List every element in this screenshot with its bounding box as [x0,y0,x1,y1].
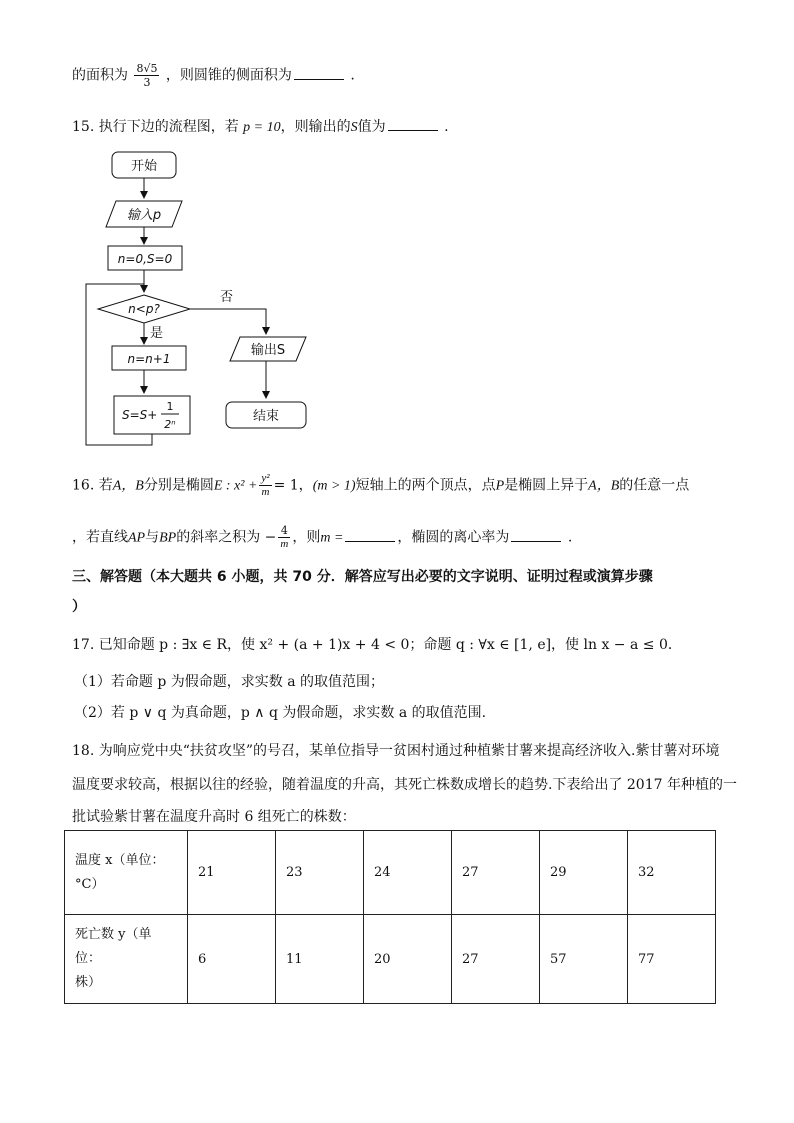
q15-var: S [350,120,358,135]
section-3-heading [72,566,653,616]
flow-update-den: 2ⁿ [164,418,176,431]
flow-init-label: n=0,S=0 [117,252,173,266]
q16-bp: BP [159,530,177,546]
section-3-line-2: ） [72,599,86,615]
q16-prefix: 16. 若 [72,477,113,494]
table-cell: 27 [452,831,540,915]
q17-part-1 [74,671,384,691]
section-3-line-1: 三、解答题（本大题共 6 小题，共 70 分．解答应写出必要的文字说明、证明过程或演算步骤 [72,569,653,585]
q15-end: . [444,119,449,135]
q18-line-3-text: 批试验紫甘薯在温度升高时 6 组死亡的株数： [72,809,356,825]
flow-end-label: 结束 [252,409,280,424]
q16-l2-fraction [278,524,290,551]
q14-frac-den: 3 [143,76,151,89]
table-cell: 32 [628,831,716,915]
q15-prefix: 15. 执行下边的流程图，若 [72,119,239,135]
table-cell: 77 [628,915,716,1004]
table-cell: 6 [188,915,276,1004]
q16-ab: A，B [112,478,144,494]
q17-stem-text: 17. 已知命题 p : ∃x ∈ R，使 x² + (a + 1)x + 4 < 0；命题 q : ∀x ∈ [1, e]，使 ln x − a ≤ 0． [72,637,682,653]
table-head-death-a: 死亡数 y（单位： [75,927,152,966]
table-head-temp-b: °C） [75,876,105,892]
table-cell: 21 [188,831,276,915]
q14-answer-blank[interactable] [294,67,344,80]
flow-input-label: 输入p [126,208,162,223]
q18-line-1 [72,740,719,760]
q16-ap: AP [128,530,146,546]
table-cell: 23 [276,831,364,915]
q16-rest2: 是椭圆上异于 [504,477,589,494]
flow-no-label: 否 [220,290,234,305]
q14-text: 的面积为 [72,67,128,84]
q16-line-2 [72,524,572,551]
q16-ecc: ，椭圆的离心率为 [397,529,510,546]
table-cell: 29 [540,831,628,915]
table-cell: 11 [276,915,364,1004]
table-cell: 27 [452,915,540,1004]
table-head-death-b: 株） [75,975,102,990]
q14-frac-num: 8√5 [136,62,158,75]
q16-p: P [495,478,505,494]
table-cell: 24 [364,831,452,915]
q16-l2-frac-num: 4 [278,524,290,538]
table-head-deaths [65,915,188,1004]
q16-m: m = [320,530,344,546]
q15-answer-blank[interactable] [388,118,438,131]
q16-rest1: 短轴上的两个顶点，点 [355,477,496,494]
q16-l2-mid: 的斜率之积为 − [176,529,277,546]
q16-line-1 [72,472,689,499]
q18-line-2-text: 温度要求较高，根据以往的经验，随着温度的升高，其死亡株数成增长的趋势.下表给出了 2017 年种植的一 [72,777,737,793]
flow-output-label: 输出S [250,343,286,358]
q15-condition: p = 10 [243,120,281,135]
q17-stem [72,634,682,654]
q15-mid: ，则输出的 [280,119,351,135]
flow-update-prefix: S=S+ [122,408,158,422]
q16-frac-num: y² [261,472,270,484]
table-cell: 20 [364,915,452,1004]
q16-cond: (m > 1) [312,478,356,494]
q16-end: . [567,529,573,546]
q15-suffix: 值为 [357,119,386,135]
q17-part-2 [74,702,486,722]
q14-end: . [350,67,355,84]
flow-decision-label: n<p? [128,302,160,316]
flow-increment-label: n=n+1 [127,352,171,366]
q16-mid: 分别是椭圆 [143,477,214,494]
q14-fraction [134,62,159,89]
q17-part-2-text: （2）若 p ∨ q 为真命题，p ∧ q 为假命题，求实数 a 的取值范围. [74,705,487,721]
flow-yes-label: 是 [150,326,164,341]
table-head-temp-a: 温度 x（单位： [75,852,165,868]
q14-suffix: ，则圆锥的侧面积为 [165,67,292,84]
q16-then: ，则 [292,529,321,546]
q16-rest3: 的任意一点 [619,477,690,494]
q16-and: 与 [145,529,160,546]
q18-line-1-text: 18. 为响应党中央“扶贫攻坚”的号召，某单位指导一贫困村通过种植紫甘薯来提高经济收入.紫甘薯对环境 [72,743,720,759]
table-row-deaths [65,915,716,1004]
table-row-temperature [65,831,716,915]
q16-fraction [259,472,271,499]
q18-line-3 [72,806,356,826]
q16-eq: = 1， [273,477,313,494]
q16-frac-den: m [261,486,270,498]
q18-line-2 [72,774,737,794]
q16-ab2: A，B [588,478,620,494]
flow-start-label: 开始 [130,159,158,174]
q16-ellipse: E : x² + [213,478,258,494]
table-cell: 57 [540,915,628,1004]
q16-answer-blank-1[interactable] [345,529,395,542]
q16-l2-prefix: ，若直线 [72,529,128,546]
flowchart [80,148,320,458]
table-head-temperature [65,831,188,915]
data-table [64,830,716,1004]
q15-line [72,116,449,136]
q17-part-1-text: （1）若命题 p 为假命题，求实数 a 的取值范围； [74,674,385,690]
q16-answer-blank-2[interactable] [511,529,561,542]
q14-tail-line [72,62,355,89]
flow-update-num: 1 [166,400,174,413]
q16-l2-frac-den: m [280,538,289,550]
